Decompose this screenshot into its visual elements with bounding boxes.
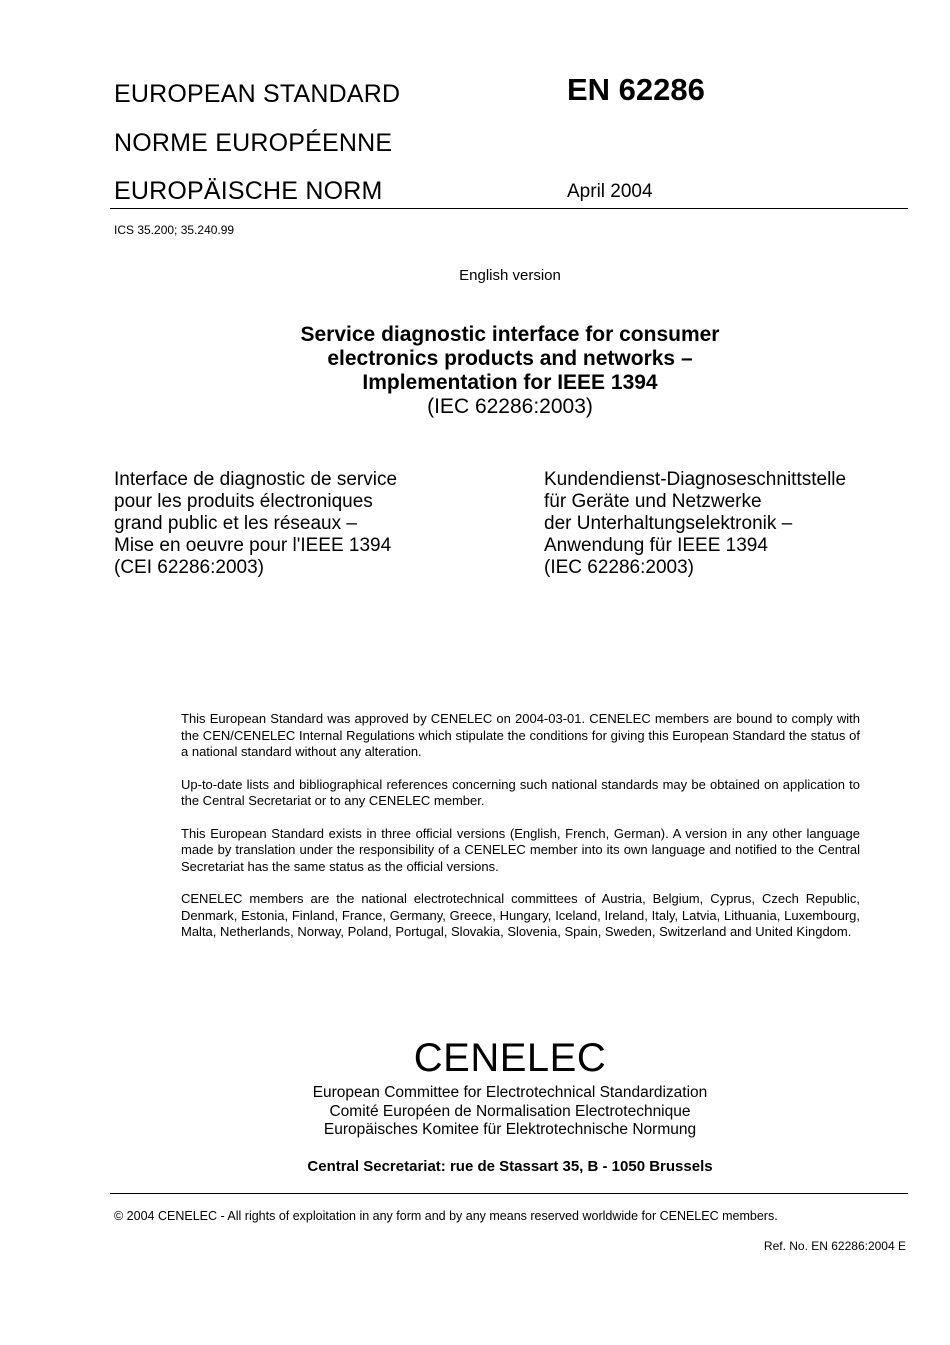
reference-number: Ref. No. EN 62286:2004 E (763, 1239, 906, 1253)
organization-name-fr: Comité Européen de Normalisation Electrotechnique (329, 1102, 691, 1120)
title-french-line: Mise en oeuvre pour l'IEEE 1394 (114, 535, 392, 556)
approval-notice (181, 711, 860, 957)
title-german-line: Anwendung für IEEE 1394 (544, 535, 768, 556)
organization-name-de: Europäisches Komitee für Elektrotechnische Normung (323, 1121, 697, 1138)
title-french-line: pour les produits électroniques (114, 491, 373, 512)
header-divider (110, 208, 908, 209)
title-german-line: der Unterhaltungselektronik – (544, 513, 793, 534)
organization-name-en: European Committee for Electrotechnical Standardization (312, 1084, 708, 1101)
document-type-en: EUROPEAN STANDARD (114, 80, 401, 108)
title-german (544, 469, 846, 579)
paragraph-versions: This European Standard exists in three official versions (English, French, German). A version in any other language made by translation under the responsibility of a CENELEC member into its own language and notified to the Central Secretariat has the same status as the official versions. (181, 825, 860, 874)
paragraph-members: CENELEC members are the national electrotechnical committees of Austria, Belgium, Cyprus, Czech Republic, Denmark, Estonia, Finland, France, Germany, Greece, Hungary, Iceland, Ireland, Italy, Latvia, Lithuania, Luxembourg, Malta, Netherlands, Norway, Poland, Portugal, Slovakia, Slovenia, Spain, Sweden, Switzerland and United Kingdom. (181, 891, 860, 939)
organization-names (0, 1084, 950, 1140)
main-title-line-1: Service diagnostic interface for consumer (300, 323, 720, 346)
cenelec-logo: CENELEC (413, 1036, 607, 1080)
main-title (180, 323, 840, 419)
title-french-line: Interface de diagnostic de service (114, 469, 398, 490)
copyright-notice: © 2004 CENELEC - All rights of exploitation in any form and by any means reserved worldwide for CENELEC members. (114, 1209, 778, 1223)
standard-number: EN 62286 (567, 72, 705, 107)
main-title-reference: (IEC 62286:2003) (427, 395, 593, 418)
paragraph-approval: This European Standard was approved by CENELEC on 2004-03-01. CENELEC members are bound to comply with the CEN/CENELEC Internal Regulations which stipulate the conditions for giving this European Standard the status of a national standard without any alteration. (181, 711, 860, 759)
paragraph-references: Up-to-date lists and bibliographical references concerning such national standards may be obtained on application to the Central Secretariat or to any CENELEC member. (181, 776, 860, 808)
title-german-line: für Geräte und Netzwerke (544, 491, 762, 512)
secretariat-address: Central Secretariat: rue de Stassart 35, B - 1050 Brussels (307, 1158, 713, 1175)
title-french (114, 469, 397, 579)
title-french-line: (CEI 62286:2003) (114, 557, 264, 578)
footer-divider (110, 1193, 908, 1194)
title-french-line: grand public et les réseaux – (114, 513, 357, 534)
document-type-de: EUROPÄISCHE NORM (114, 177, 383, 205)
version-label: English version (459, 267, 561, 284)
title-german-line: Kundendienst-Diagnoseschnittstelle (544, 469, 847, 490)
ics-code: ICS 35.200; 35.240.99 (114, 223, 235, 237)
main-title-line-3: Implementation for IEEE 1394 (362, 371, 658, 394)
main-title-line-2: electronics products and networks – (327, 347, 693, 370)
title-german-line: (IEC 62286:2003) (544, 557, 694, 578)
document-type-fr: NORME EUROPÉENNE (114, 129, 393, 157)
publication-date: April 2004 (567, 181, 653, 202)
